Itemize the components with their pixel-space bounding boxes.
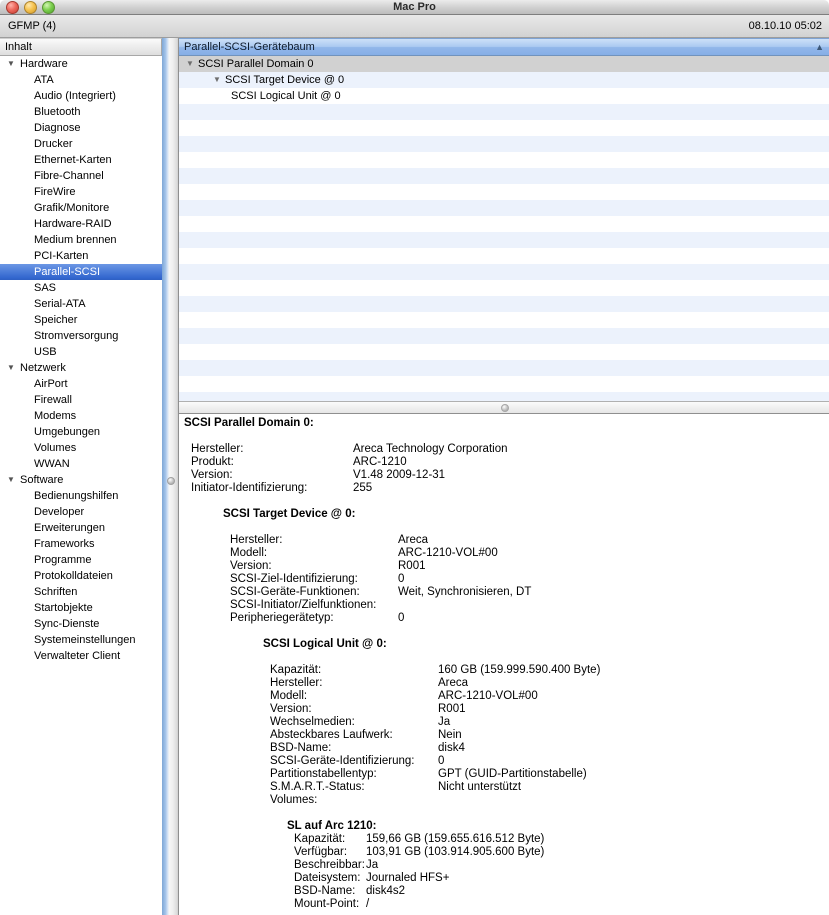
detail-section-scsi-target-device-0 <box>223 508 829 625</box>
detail-row-label: S.M.A.R.T.-Status: <box>270 781 365 793</box>
sidebar-item-label: Parallel-SCSI <box>34 266 101 278</box>
disclosure-triangle-icon[interactable]: ▼ <box>7 59 15 68</box>
detail-row-s-m-a-r-t-status <box>270 781 829 794</box>
sidebar-item-label: Grafik/Monitore <box>34 202 110 214</box>
disclosure-triangle-icon[interactable]: ▼ <box>186 59 194 68</box>
detail-row-label: BSD-Name: <box>294 885 356 897</box>
detail-row-scsi-ger-te-funktionen <box>230 586 829 599</box>
sidebar-item-stromversorgung[interactable] <box>0 328 162 344</box>
datetime-label: 08.10.10 05:02 <box>748 20 822 32</box>
sidebar-item-label: Bedienungshilfen <box>34 490 119 502</box>
detail-row-value: 255 <box>353 482 373 494</box>
sidebar-item-label: Netzwerk <box>20 362 66 374</box>
detail-row-value: / <box>366 898 370 910</box>
detail-row-hersteller <box>270 677 829 690</box>
main-pane <box>179 38 829 915</box>
disclosure-triangle-icon[interactable]: ▼ <box>213 75 221 84</box>
tree-row-scsi-target-device-0[interactable] <box>179 72 829 88</box>
sidebar-item-label: Ethernet-Karten <box>34 154 112 166</box>
sidebar-item-label: WWAN <box>34 458 70 470</box>
detail-row-label: SCSI-Initiator/Zielfunktionen: <box>230 599 377 611</box>
detail-row-value: Areca <box>398 534 429 546</box>
sidebar-item-firewire[interactable] <box>0 184 162 200</box>
window-title: Mac Pro <box>393 1 436 13</box>
detail-row-scsi-ger-te-identifizierung <box>270 755 829 768</box>
sidebar-item-label: ATA <box>34 74 54 86</box>
detail-row-value: Areca Technology Corporation <box>353 443 508 455</box>
tree-row-scsi-parallel-domain-0[interactable] <box>179 56 829 72</box>
detail-row-dateisystem <box>294 872 829 885</box>
tree-row-label: SCSI Parallel Domain 0 <box>198 58 314 70</box>
detail-row-value: 0 <box>398 573 405 585</box>
splitter-handle-icon[interactable] <box>167 477 175 485</box>
detail-row-value: Ja <box>366 859 379 871</box>
detail-row-label: Dateisystem: <box>294 872 361 884</box>
sidebar-item-umgebungen[interactable] <box>0 424 162 440</box>
sidebar-item-sas[interactable] <box>0 280 162 296</box>
sidebar-item-startobjekte[interactable] <box>0 600 162 616</box>
sidebar-item-volumes[interactable] <box>0 440 162 456</box>
detail-row-label: Modell: <box>270 690 308 702</box>
sidebar-item-label: Speicher <box>34 314 78 326</box>
sidebar-item-label: Programme <box>34 554 92 566</box>
sidebar-item-label: Bluetooth <box>34 106 81 118</box>
sidebar-item-label: FireWire <box>34 186 76 198</box>
sidebar-item-systemeinstellungen[interactable] <box>0 632 162 648</box>
sidebar-item-protokolldateien[interactable] <box>0 568 162 584</box>
detail-row-label: Version: <box>270 703 312 715</box>
tree-row-label: SCSI Logical Unit @ 0 <box>231 90 341 102</box>
detail-row-value: R001 <box>438 703 466 715</box>
detail-row-produkt <box>191 456 829 469</box>
device-tree-header-label: Parallel-SCSI-Gerätebaum <box>184 41 315 53</box>
sidebar-item-label: Systemeinstellungen <box>34 634 136 646</box>
detail-pane <box>179 414 829 915</box>
detail-section-scsi-parallel-domain-0 <box>184 417 829 495</box>
detail-row-label: Volumes: <box>270 794 318 806</box>
sidebar-item-label: Schriften <box>34 586 78 598</box>
sidebar-item-firewall[interactable] <box>0 392 162 408</box>
sidebar-item-label: Verwalteter Client <box>34 650 121 662</box>
sidebar-item-label: Developer <box>34 506 85 518</box>
sidebar-item-label: Volumes <box>34 442 77 454</box>
sidebar-item-label: Software <box>20 474 64 486</box>
detail-row-value: Weit, Synchronisieren, DT <box>398 586 532 598</box>
sidebar-item-label: AirPort <box>34 378 68 390</box>
detail-row-value: Ja <box>438 716 451 728</box>
vertical-splitter[interactable] <box>162 38 179 915</box>
sidebar-item-label: Diagnose <box>34 122 81 134</box>
sidebar-item-label: Frameworks <box>34 538 95 550</box>
detail-row-label: SCSI-Geräte-Identifizierung: <box>270 755 415 767</box>
sidebar-list <box>0 56 162 915</box>
detail-row-value: ARC-1210-VOL#00 <box>398 547 498 559</box>
sidebar-item-developer[interactable] <box>0 504 162 520</box>
detail-row-label: Beschreibbar: <box>294 859 365 871</box>
detail-row-value: Nein <box>438 729 462 741</box>
sidebar-item-label: USB <box>34 346 57 358</box>
detail-row-value: 159,66 GB (159.655.616.512 Byte) <box>366 833 545 845</box>
sidebar-item-usb[interactable] <box>0 344 162 360</box>
detail-row-value: Areca <box>438 677 469 689</box>
sidebar-item-ata[interactable] <box>0 72 162 88</box>
detail-row-scsi-initiator-zielfunktionen <box>230 599 829 612</box>
sidebar-item-frameworks[interactable] <box>0 536 162 552</box>
sidebar-item-verwalteter-client[interactable] <box>0 648 162 664</box>
detail-row-initiator-identifizierung <box>191 482 829 495</box>
detail-row-kapazit-t <box>270 664 829 677</box>
sidebar-item-wwan[interactable] <box>0 456 162 472</box>
detail-row-label: Hersteller: <box>230 534 283 546</box>
detail-row-verf-gbar <box>294 846 829 859</box>
detail-row-label: Modell: <box>230 547 268 559</box>
detail-row-label: BSD-Name: <box>270 742 332 754</box>
detail-row-label: Mount-Point: <box>294 898 360 910</box>
detail-row-hersteller <box>230 534 829 547</box>
sidebar-item-label: Protokolldateien <box>34 570 113 582</box>
detail-row-kapazit-t <box>294 833 829 846</box>
sidebar-item-grafik-monitore[interactable] <box>0 200 162 216</box>
sidebar-item-label: Hardware-RAID <box>34 218 112 230</box>
sidebar-item-label: SAS <box>34 282 57 294</box>
sidebar-item-fibre-channel[interactable] <box>0 168 162 184</box>
detail-section-title: SCSI Parallel Domain 0: <box>184 417 314 429</box>
sidebar-item-modems[interactable] <box>0 408 162 424</box>
sidebar-item-label: Fibre-Channel <box>34 170 104 182</box>
detail-row-label: Kapazität: <box>294 833 346 845</box>
sidebar-item-software[interactable] <box>0 472 162 488</box>
sidebar-item-label: Hardware <box>20 58 68 70</box>
sidebar-item-hardware-raid[interactable] <box>0 216 162 232</box>
sidebar-item-schriften[interactable] <box>0 584 162 600</box>
device-tree <box>179 56 829 401</box>
detail-section-sl-auf-arc-1210 <box>287 820 829 911</box>
detail-row-value: Nicht unterstützt <box>438 781 522 793</box>
detail-row-value: ARC-1210 <box>353 456 407 468</box>
detail-section-title: SCSI Target Device @ 0: <box>223 508 356 520</box>
sidebar-item-label: Modems <box>34 410 77 422</box>
tree-row-label: SCSI Target Device @ 0 <box>225 74 345 86</box>
toolbar <box>0 15 829 38</box>
detail-row-label: Verfügbar: <box>294 846 348 858</box>
sidebar-item-label: Serial-ATA <box>34 298 86 310</box>
detail-row-hersteller <box>191 443 829 456</box>
detail-row-value: GPT (GUID-Partitionstabelle) <box>438 768 587 780</box>
sidebar-item-diagnose[interactable] <box>0 120 162 136</box>
detail-row-value: V1.48 2009-12-31 <box>353 469 446 481</box>
sidebar-item-airport[interactable] <box>0 376 162 392</box>
detail-row-bsd-name <box>270 742 829 755</box>
sort-ascending-icon[interactable]: ▲ <box>815 42 824 52</box>
detail-row-label: Kapazität: <box>270 664 322 676</box>
detail-row-absteckbares-laufwerk <box>270 729 829 742</box>
sidebar-item-hardware[interactable] <box>0 56 162 72</box>
sidebar-item-netzwerk[interactable] <box>0 360 162 376</box>
detail-row-peripherieger-tetyp <box>230 612 829 625</box>
sidebar-item-bluetooth[interactable] <box>0 104 162 120</box>
detail-row-version <box>230 560 829 573</box>
sidebar-item-speicher[interactable] <box>0 312 162 328</box>
tree-row-scsi-logical-unit-0[interactable] <box>179 88 829 104</box>
sidebar-item-label: Startobjekte <box>34 602 93 614</box>
sidebar-item-drucker[interactable] <box>0 136 162 152</box>
detail-row-scsi-ziel-identifizierung <box>230 573 829 586</box>
detail-row-bsd-name <box>294 885 829 898</box>
detail-row-value: disk4s2 <box>366 885 405 897</box>
detail-row-label: SCSI-Ziel-Identifizierung: <box>230 573 358 585</box>
detail-row-version <box>270 703 829 716</box>
detail-row-label: Produkt: <box>191 456 234 468</box>
sidebar-item-label: Umgebungen <box>34 426 101 438</box>
detail-row-value: 160 GB (159.999.590.400 Byte) <box>438 664 601 676</box>
sidebar-item-label: Sync-Dienste <box>34 618 100 630</box>
sidebar-header[interactable]: Inhalt <box>0 38 162 56</box>
titlebar[interactable] <box>0 0 829 15</box>
detail-row-label: Hersteller: <box>270 677 323 689</box>
detail-row-value: 103,91 GB (103.914.905.600 Byte) <box>366 846 545 858</box>
detail-section-scsi-logical-unit-0 <box>263 638 829 807</box>
sidebar-item-label: Medium brennen <box>34 234 117 246</box>
detail-row-label: SCSI-Geräte-Funktionen: <box>230 586 360 598</box>
detail-row-label: Initiator-Identifizierung: <box>191 482 308 494</box>
sidebar-item-ethernet-karten[interactable] <box>0 152 162 168</box>
contents-sidebar <box>0 38 162 915</box>
detail-row-value: 0 <box>438 755 445 767</box>
sidebar-item-audio-integriert[interactable] <box>0 88 162 104</box>
machine-name-label: GFMP (4) <box>8 20 57 32</box>
detail-row-label: Absteckbares Laufwerk: <box>270 729 393 741</box>
detail-row-label: Partitionstabellentyp: <box>270 768 377 780</box>
detail-row-value: Journaled HFS+ <box>366 872 450 884</box>
detail-row-version <box>191 469 829 482</box>
detail-row-partitionstabellentyp <box>270 768 829 781</box>
sidebar-item-label: Firewall <box>34 394 72 406</box>
detail-row-beschreibbar <box>294 859 829 872</box>
detail-row-label: Version: <box>191 469 233 481</box>
detail-row-wechselmedien <box>270 716 829 729</box>
horizontal-splitter[interactable] <box>179 401 829 414</box>
detail-row-label: Wechselmedien: <box>270 716 355 728</box>
splitter-handle-icon[interactable] <box>501 404 509 412</box>
detail-row-label: Peripheriegerätetyp: <box>230 612 334 624</box>
sidebar-item-erweiterungen[interactable] <box>0 520 162 536</box>
sidebar-item-label: Stromversorgung <box>34 330 119 342</box>
detail-row-modell <box>270 690 829 703</box>
device-tree-column-header[interactable] <box>179 38 829 56</box>
sidebar-item-bedienungshilfen[interactable] <box>0 488 162 504</box>
detail-row-value: ARC-1210-VOL#00 <box>438 690 538 702</box>
detail-section-title: SL auf Arc 1210: <box>287 820 377 832</box>
disclosure-triangle-icon[interactable]: ▼ <box>7 363 15 372</box>
detail-row-label: Version: <box>230 560 272 572</box>
detail-row-modell <box>230 547 829 560</box>
detail-row-mount-point <box>294 898 829 911</box>
sidebar-item-label: Audio (Integriert) <box>34 90 116 102</box>
sidebar-item-label: Drucker <box>34 138 73 150</box>
detail-row-value: R001 <box>398 560 426 572</box>
disclosure-triangle-icon[interactable]: ▼ <box>7 475 15 484</box>
sidebar-item-label: Erweiterungen <box>34 522 105 534</box>
sidebar-item-medium-brennen[interactable] <box>0 232 162 248</box>
sidebar-item-pci-karten[interactable] <box>0 248 162 264</box>
sidebar-item-programme[interactable] <box>0 552 162 568</box>
sidebar-item-parallel-scsi[interactable] <box>0 264 162 280</box>
detail-row-label: Hersteller: <box>191 443 244 455</box>
detail-row-value: disk4 <box>438 742 465 754</box>
sidebar-item-sync-dienste[interactable] <box>0 616 162 632</box>
detail-row-volumes <box>270 794 829 807</box>
sidebar-item-serial-ata[interactable] <box>0 296 162 312</box>
sidebar-item-label: PCI-Karten <box>34 250 89 262</box>
detail-section-title: SCSI Logical Unit @ 0: <box>263 638 387 650</box>
detail-row-value: 0 <box>398 612 405 624</box>
